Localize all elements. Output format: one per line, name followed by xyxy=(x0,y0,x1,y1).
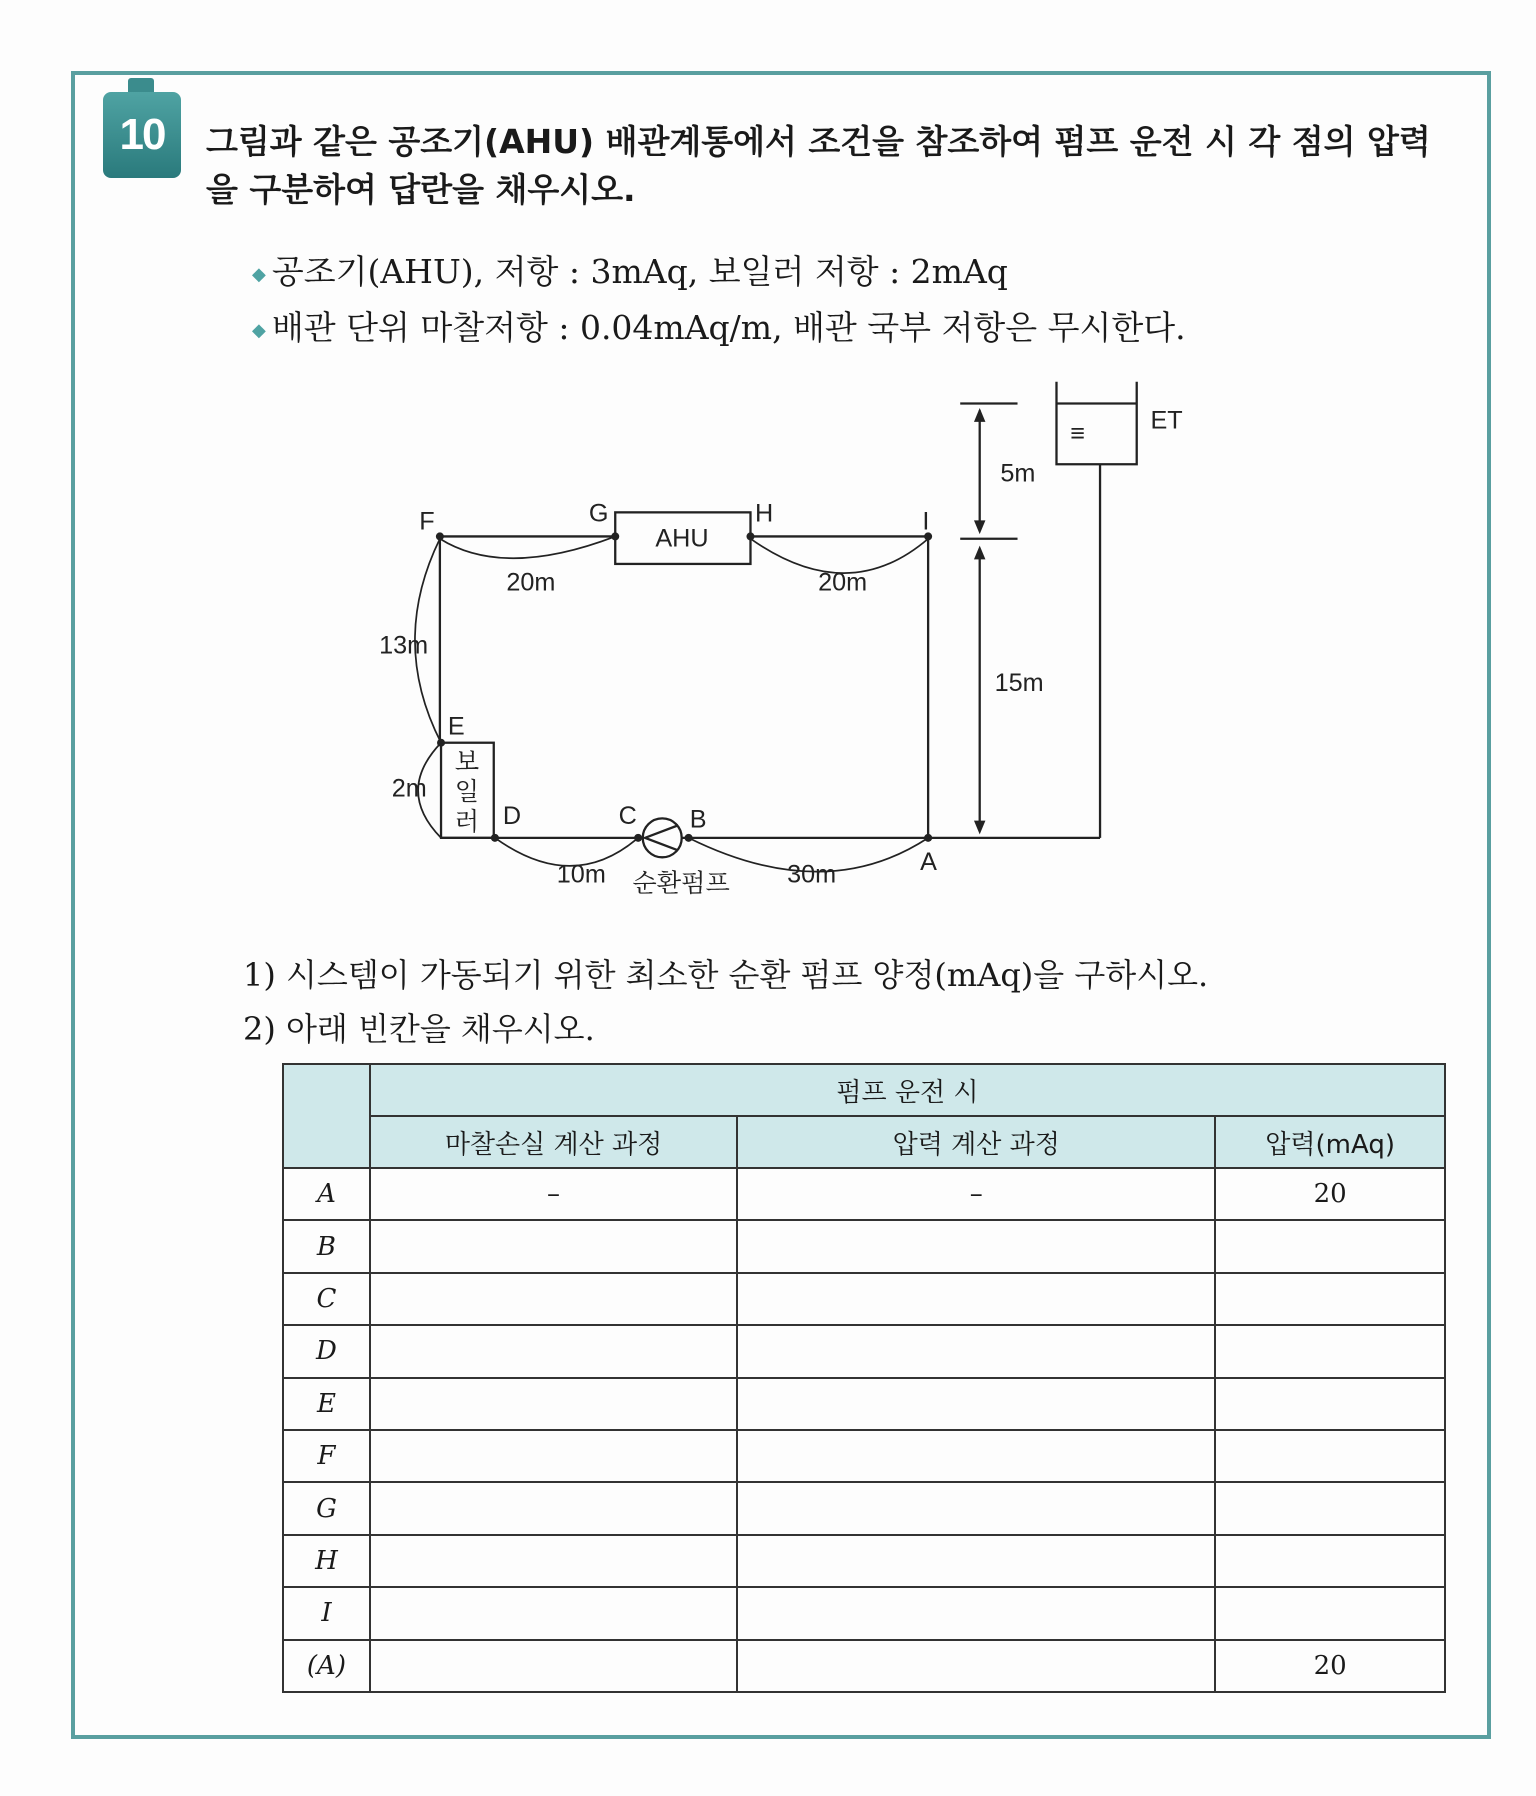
calc-cell[interactable] xyxy=(737,1430,1215,1482)
table-row xyxy=(283,1220,1445,1272)
calc-cell[interactable] xyxy=(737,1640,1215,1692)
label-b: B xyxy=(689,805,707,834)
row-label: E xyxy=(283,1378,370,1430)
problem-number-badge: 10 xyxy=(103,92,181,178)
length-dc: 10m xyxy=(556,860,606,889)
answer-table xyxy=(282,1063,1446,1693)
pressure-cell[interactable] xyxy=(1215,1430,1445,1482)
friction-cell[interactable] xyxy=(370,1535,737,1587)
row-label: A xyxy=(283,1168,370,1220)
row-label: B xyxy=(283,1220,370,1272)
table-row xyxy=(283,1325,1445,1377)
friction-cell[interactable]: – xyxy=(370,1168,737,1220)
label-i: I xyxy=(922,507,930,536)
calc-cell[interactable] xyxy=(737,1587,1215,1639)
row-label: (A) xyxy=(283,1640,370,1692)
friction-cell[interactable] xyxy=(370,1378,737,1430)
calc-cell[interactable] xyxy=(737,1273,1215,1325)
pressure-cell[interactable] xyxy=(1215,1378,1445,1430)
question-2: 2) 아래 빈칸을 채우시오. xyxy=(243,1010,595,1048)
pump-circle xyxy=(643,818,682,857)
pressure-cell[interactable] xyxy=(1215,1220,1445,1272)
table-row xyxy=(283,1378,1445,1430)
corner-cell xyxy=(283,1064,370,1168)
table-row xyxy=(283,1640,1445,1692)
row-label: G xyxy=(283,1482,370,1534)
piping-diagram xyxy=(378,378,1186,900)
length-ba: 30m xyxy=(787,860,837,889)
question-1: 1) 시스템이 가동되기 위한 최소한 순환 펌프 양정(mAq)을 구하시오. xyxy=(243,956,1209,994)
pressure-cell[interactable] xyxy=(1215,1325,1445,1377)
height-tank: 5m xyxy=(1000,459,1036,488)
pressure-cell[interactable]: 20 xyxy=(1215,1640,1445,1692)
table-row xyxy=(283,1430,1445,1482)
tank-water-icon: ≡ xyxy=(1070,419,1085,448)
label-g: G xyxy=(588,499,609,528)
label-f: F xyxy=(419,507,435,536)
friction-cell[interactable] xyxy=(370,1430,737,1482)
row-label: D xyxy=(283,1325,370,1377)
condition-2 xyxy=(252,302,1186,349)
friction-cell[interactable] xyxy=(370,1482,737,1534)
pressure-cell[interactable] xyxy=(1215,1587,1445,1639)
label-h: H xyxy=(755,499,774,528)
row-label: F xyxy=(283,1430,370,1482)
col-pressure: 압력(mAq) xyxy=(1215,1116,1445,1168)
pressure-cell[interactable] xyxy=(1215,1273,1445,1325)
calc-cell[interactable] xyxy=(737,1220,1215,1272)
group-header: 펌프 운전 시 xyxy=(370,1064,1445,1116)
pump-triangle xyxy=(645,825,678,850)
table-row xyxy=(283,1273,1445,1325)
condition-1 xyxy=(252,246,1008,293)
pressure-cell[interactable] xyxy=(1215,1482,1445,1534)
table-row xyxy=(283,1587,1445,1639)
table-row xyxy=(283,1168,1445,1220)
friction-cell[interactable] xyxy=(370,1220,737,1272)
pressure-cell[interactable] xyxy=(1215,1535,1445,1587)
pump-label: 순환펌프 xyxy=(632,869,730,898)
table-row xyxy=(283,1482,1445,1534)
condition-text: 공조기(AHU), 저항 : 3mAq, 보일러 저항 : 2mAq xyxy=(271,252,1008,291)
col-calc: 압력 계산 과정 xyxy=(737,1116,1215,1168)
row-label: C xyxy=(283,1273,370,1325)
col-friction: 마찰손실 계산 과정 xyxy=(370,1116,737,1168)
length-fg: 20m xyxy=(506,568,556,597)
calc-cell[interactable] xyxy=(737,1482,1215,1534)
row-label: H xyxy=(283,1535,370,1587)
tank-box xyxy=(1056,382,1136,465)
label-e: E xyxy=(447,712,465,741)
label-a: A xyxy=(920,847,937,876)
pressure-cell[interactable]: 20 xyxy=(1215,1168,1445,1220)
bullet-icon: ◆ xyxy=(252,319,266,341)
length-hi: 20m xyxy=(818,568,868,597)
calc-cell[interactable]: – xyxy=(737,1168,1215,1220)
ahu-label: AHU xyxy=(655,524,709,553)
condition-text: 배관 단위 마찰저항 : 0.04mAq/m, 배관 국부 저항은 무시한다. xyxy=(271,308,1186,347)
friction-cell[interactable] xyxy=(370,1640,737,1692)
friction-cell[interactable] xyxy=(370,1587,737,1639)
calc-cell[interactable] xyxy=(737,1535,1215,1587)
bullet-icon: ◆ xyxy=(252,263,266,285)
height-system: 15m xyxy=(994,669,1044,698)
boiler-label-1: 보 xyxy=(454,748,480,777)
row-label: I xyxy=(283,1587,370,1639)
boiler-label-3: 러 xyxy=(454,807,480,836)
table-row xyxy=(283,1535,1445,1587)
problem-title: 그림과 같은 공조기(AHU) 배관계통에서 조건을 참조하여 펌프 운전 시 각 점의 압력을 구분하여 답란을 채우시오. xyxy=(206,122,1431,209)
calc-cell[interactable] xyxy=(737,1378,1215,1430)
label-c: C xyxy=(618,802,637,831)
boiler-label-2: 일 xyxy=(454,778,480,807)
friction-cell[interactable] xyxy=(370,1273,737,1325)
calc-cell[interactable] xyxy=(737,1325,1215,1377)
length-fe: 13m xyxy=(379,631,429,660)
tank-label: ET xyxy=(1150,406,1183,435)
label-d: D xyxy=(502,802,522,831)
length-boiler: 2m xyxy=(391,774,427,803)
friction-cell[interactable] xyxy=(370,1325,737,1377)
